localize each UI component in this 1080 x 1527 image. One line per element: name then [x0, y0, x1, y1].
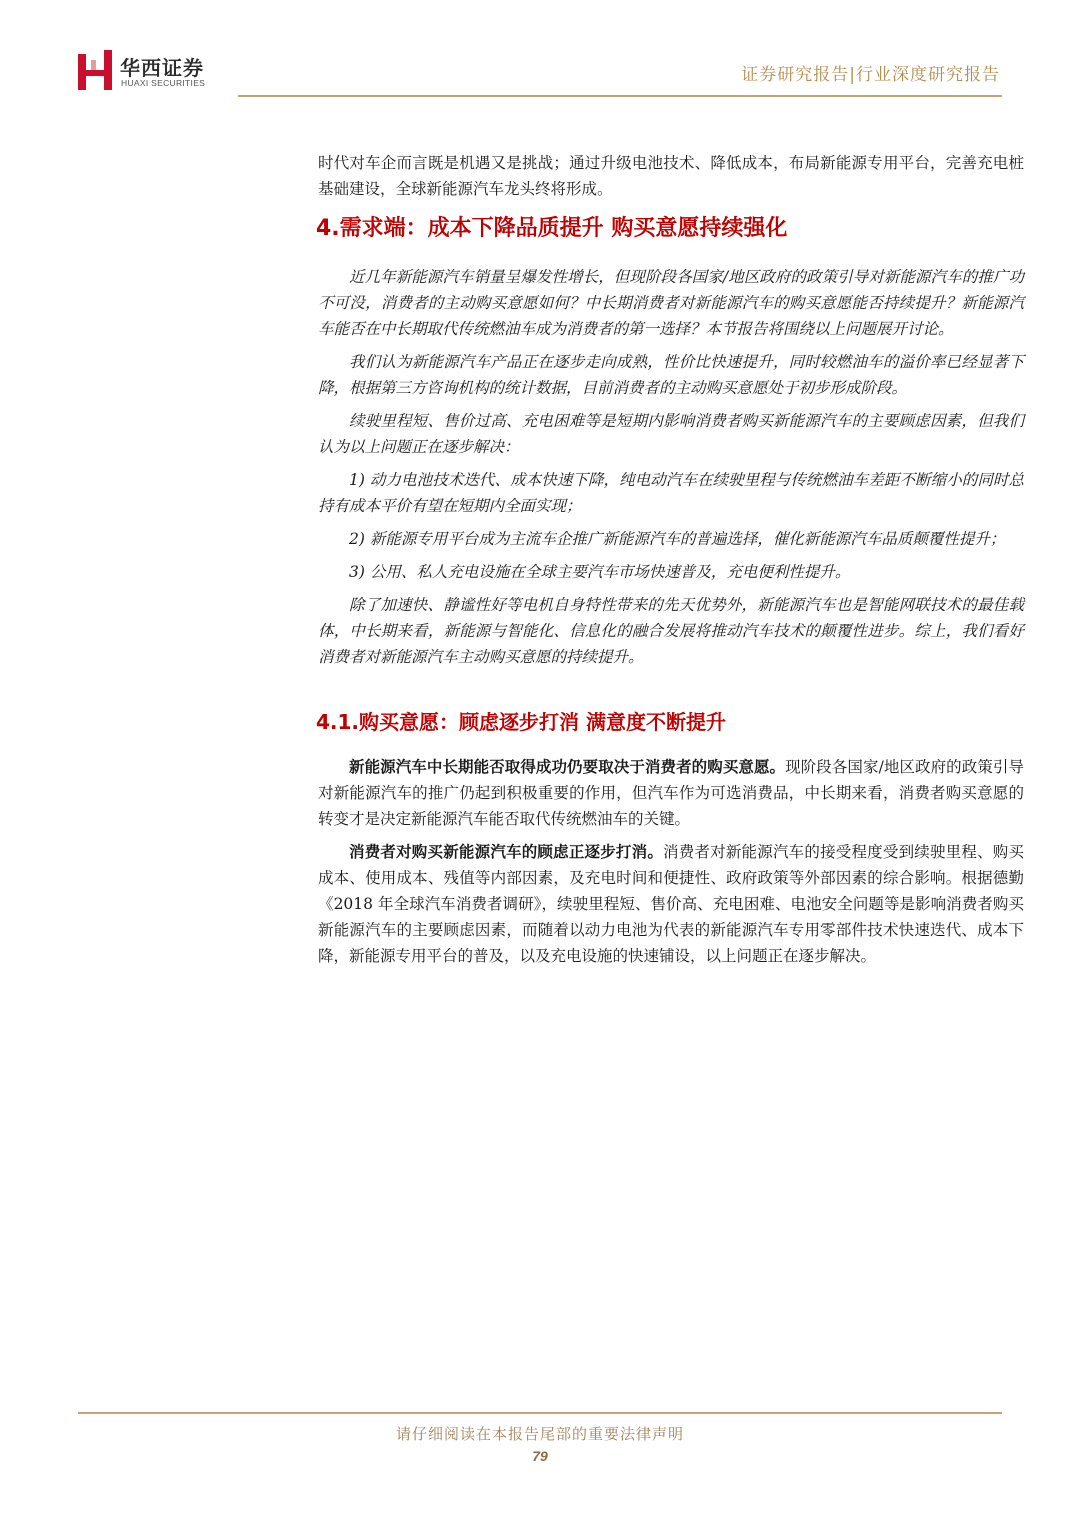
section-4-1-paragraph-1-text: 现阶段各国家/地区政府的政策引导对新能源汽车的推广仍起到积极重要的作用，但汽车作为可选消费品，中长期来看，消费者购买意愿的转变才是决定新能源汽车能否取代传统燃油车的关键。 [318, 758, 1024, 828]
intro-paragraph: 时代对车企而言既是机遇又是挑战；通过升级电池技术、降低成本，布局新能源专用平台，完善充电桩基础建设，全球新能源汽车龙头终将形成。 [318, 154, 1024, 198]
section-4-paragraph-4: 除了加速快、静谧性好等电机自身特性带来的先天优势外，新能源汽车也是智能网联技术的最佳载体，中长期来看，新能源与智能化、信息化的融合发展将推动汽车技术的颠覆性进步。综上，我们看好消费者对新能源汽车主动购买意愿的持续提升。 [318, 596, 1024, 666]
section-4-list-item-1: 1) 动力电池技术迭代、成本快速下降，纯电动汽车在续驶里程与传统燃油车差距不断缩小的同时总持有成本平价有望在短期内全面实现； [318, 471, 1024, 515]
logo-chinese-name: 华西证券 [120, 56, 204, 80]
logo-english-name: HUAXI SECURITIES [121, 78, 206, 88]
legal-notice: 请仔细阅读在本报告尾部的重要法律声明 [395, 1425, 684, 1443]
section-4-heading: 4.需求端：成本下降品质提升 购买意愿持续强化 [316, 216, 788, 241]
section-4-1-heading: 4.1.购买意愿：顾虑逐步打消 满意度不断提升 [316, 710, 726, 734]
section-4-list-item-3: 3) 公用、私人充电设施在全球主要汽车市场快速普及，充电便利性提升。 [349, 563, 851, 581]
section-4-1-paragraph-2-lead: 消费者对购买新能源汽车的顾虑正逐步打消。 [349, 842, 664, 861]
section-4-1-paragraph-1 [318, 754, 1024, 832]
section-4-paragraph-3: 续驶里程短、售价过高、充电困难等是短期内影响消费者购买新能源汽车的主要顾虑因素，但我们认为以上问题正在逐步解决： [318, 412, 1024, 456]
huaxi-logo-icon [78, 50, 112, 90]
section-4-1-paragraph-1-lead: 新能源汽车中长期能否取得成功仍要取决于消费者的购买意愿。 [349, 757, 786, 776]
report-body [318, 150, 1024, 969]
company-logo [78, 50, 248, 92]
section-4-1-paragraph-2 [318, 839, 1024, 969]
section-4-paragraph-1: 近几年新能源汽车销量呈爆发性增长，但现阶段各国家/地区政府的政策引导对新能源汽车的推广功不可没，消费者的主动购买意愿如何？中长期消费者对新能源汽车的购买意愿能否持续提升？新能源汽车能否在中长期取代传统燃油车成为消费者的第一选择？本节报告将围绕以上问题展开讨论。 [318, 268, 1024, 338]
footer-divider [78, 1412, 1002, 1414]
report-type-label: 证券研究报告|行业深度研究报告 [741, 65, 1000, 85]
header-divider [238, 95, 1002, 97]
section-4-list-item-2: 2) 新能源专用平台成为主流车企推广新能源汽车的普遍选择，催化新能源汽车品质颠覆性提升； [349, 530, 1006, 548]
section-4-paragraph-2: 我们认为新能源汽车产品正在逐步走向成熟，性价比快速提升，同时较燃油车的溢价率已经显著下降，根据第三方咨询机构的统计数据，目前消费者的主动购买意愿处于初步形成阶段。 [318, 353, 1024, 397]
page-number: 79 [532, 1448, 548, 1464]
section-4-1-paragraph-2-text: 消费者对新能源汽车的接受程度受到续驶里程、购买成本、使用成本、残值等内部因素，及充电时间和便捷性、政府政策等外部因素的综合影响。根据德勤《2018 年全球汽车消费者调研》，续驶里程短、售价高、充电困难、电池安全问题等是影响消费者购买新能源汽车的主要顾虑因素，而随着以动力电池为代表的新能源汽车专用零部件技术快速迭代、成本下降，新能源专用平台的普及，以及充电设施的快速铺设，以上问题正在逐步解决。 [318, 843, 1024, 965]
